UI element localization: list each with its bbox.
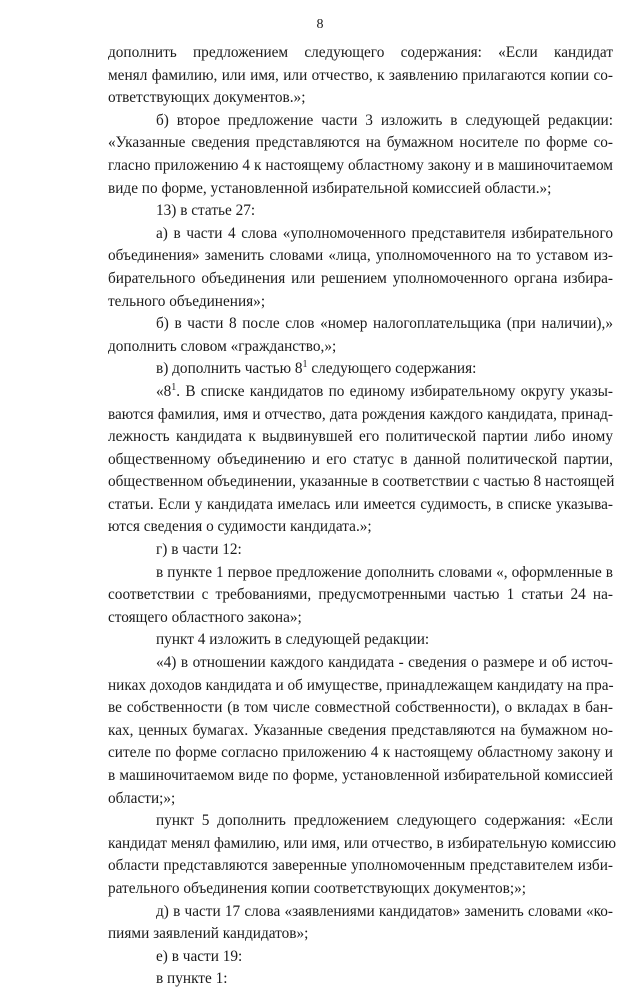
paragraph <box>108 968 613 991</box>
paragraph <box>108 810 617 900</box>
paragraph <box>108 652 613 810</box>
paragraph <box>108 539 613 562</box>
text-line: ответствующих документов.»; <box>108 89 306 107</box>
text-line: д) в части 17 слова «заявлениями кандидатов» заменить словами «ко- <box>156 902 613 920</box>
text-line: пункт 4 изложить в следующей редакции: <box>156 631 430 649</box>
text-line: области;»; <box>108 789 176 807</box>
text-line: «$8^1$. В списке кандидатов по единому избирательному округу указы- <box>156 381 613 400</box>
text-line: сителе по форме согласно приложению 4 к настоящему областному закону и <box>108 744 613 762</box>
paragraph <box>108 381 613 539</box>
paragraph <box>108 110 613 200</box>
text-line: тельного объединения»; <box>108 292 266 310</box>
text-line: а) в части 4 слова «уполномоченного представителя избирательного <box>156 224 613 242</box>
text-line: г) в части 12: <box>156 541 242 559</box>
paragraph <box>108 42 613 110</box>
paragraph <box>108 358 613 381</box>
text-line: ются сведения о судимости кандидата.»; <box>108 518 372 536</box>
paragraph <box>108 629 613 652</box>
text-line: пункт 5 дополнить предложением следующего содержания: «Если <box>156 812 613 830</box>
text-line: «Указанные сведения представляются на бумажном носителе по форме со- <box>108 134 613 152</box>
text-line: кандидат менял фамилию, или имя, или отчество, в избирательную комиссию <box>108 834 617 852</box>
text-line: соответствии с требованиями, предусмотренными частью 1 статьи 24 на- <box>108 586 613 604</box>
text-line: «4) в отношении каждого кандидата - сведения о размере и об источ- <box>156 654 613 672</box>
text-line: ве собственности (в том числе совместной собственности), о вкладах в бан- <box>108 699 613 717</box>
text-line: е) в части 19: <box>156 947 243 965</box>
text-line: ваются фамилия, имя и отчество, дата рождения каждого кандидата, принад- <box>108 405 613 423</box>
text-line: объединения» заменить словами «лица, уполномоченного на то уставом из- <box>108 247 613 265</box>
text-line: виде по форме, установленной избирательной комиссией области.»; <box>108 179 552 197</box>
text-line: лежность кандидата к выдвинувшей его политической партии либо иному <box>108 428 613 446</box>
text-line: пиями заявлений кандидатов»; <box>108 925 309 943</box>
text-line: никах доходов кандидата и об имуществе, принадлежащем кандидату на пра- <box>108 676 614 694</box>
paragraph <box>108 223 613 313</box>
paragraph <box>108 562 613 630</box>
text-line: рательного объединения копии соответствующих документов;»; <box>108 879 527 897</box>
text-line: б) второе предложение части 3 изложить в следующей редакции: <box>156 111 613 129</box>
text-line: бирательного объединения или решением уполномоченного органа избира- <box>108 269 613 287</box>
text-line: в машиночитаемом виде по форме, установленной избирательной комиссией <box>108 767 613 784</box>
paragraph <box>108 946 613 969</box>
paragraph <box>108 901 613 946</box>
text-line: стоящего областного закона»; <box>108 608 302 626</box>
text-line: б) в части 8 после слов «номер налогоплательщика (при наличии),» <box>156 315 613 333</box>
text-line: гласно приложению 4 к настоящему областному закону и в машиночитаемом <box>108 156 613 174</box>
text-line: общественном объединении, указанные в соответствии с частью 8 настоящей <box>108 473 615 491</box>
text-line: статьи. Если у кандидата имелась или имеется судимость, в списке указыва- <box>108 495 613 513</box>
document-body <box>108 42 617 991</box>
text-line: в пункте 1: <box>156 970 228 988</box>
text-line: в пункте 1 первое предложение дополнить словами «, оформленные в <box>156 563 613 581</box>
paragraph <box>108 200 613 223</box>
text-line: 13) в статье 27: <box>156 202 256 220</box>
text-line: дополнить предложением следующего содержания: «Если кандидат <box>108 44 613 61</box>
text-line: ках, ценных бумагах. Указанные сведения представляются на бумажном но- <box>108 721 613 739</box>
text-line: дополнить словом «гражданство,»; <box>108 337 337 355</box>
text-line: общественному объединению и его статус в данной политической партии, <box>108 450 613 468</box>
text-line: менял фамилию, или имя, или отчество, к заявлению прилагаются копии со- <box>108 66 613 84</box>
text-line: в) дополнить частью $8^1$ следующего содержания: <box>156 359 477 378</box>
text-line: области представляются заверенные уполномоченным представителем изби- <box>108 857 613 875</box>
paragraph <box>108 313 613 358</box>
page-number: 8 <box>316 17 324 32</box>
